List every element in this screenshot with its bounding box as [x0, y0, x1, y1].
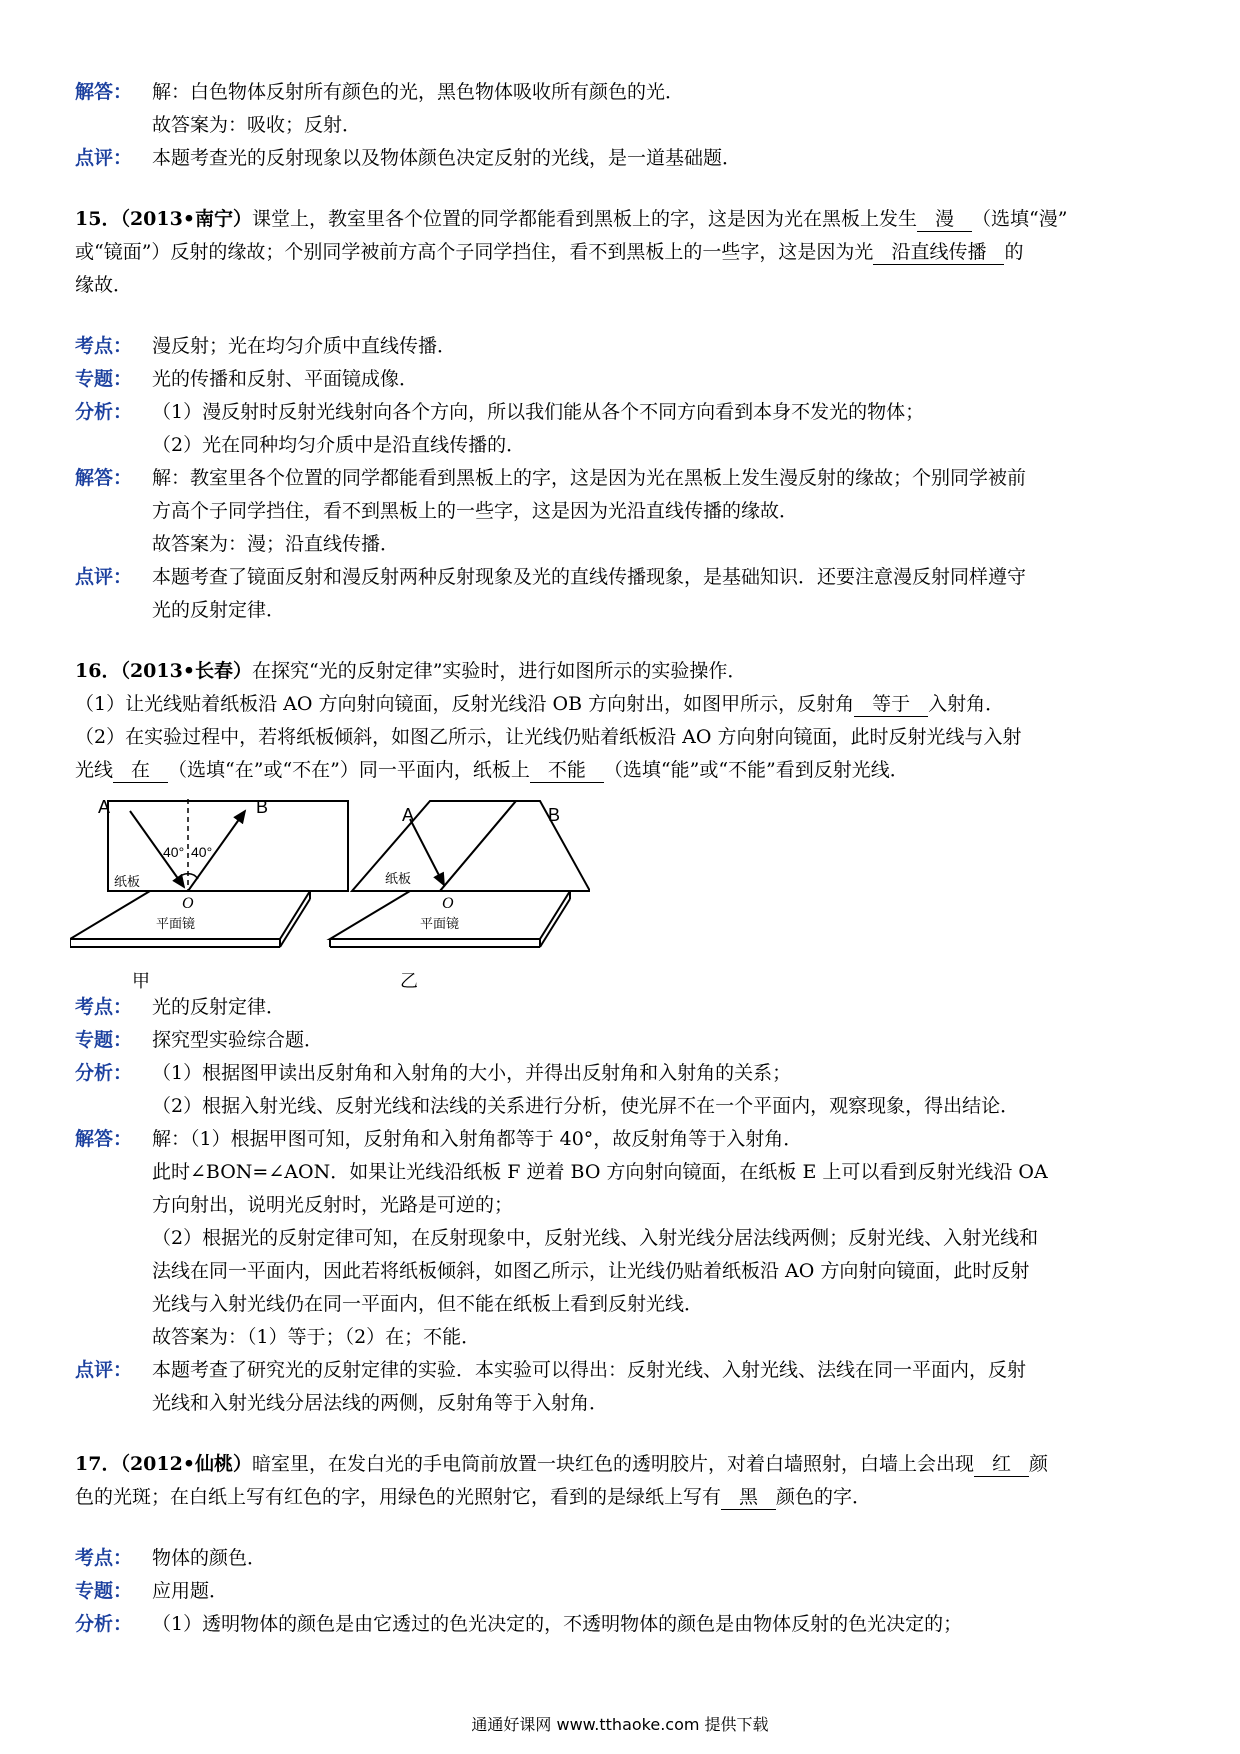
q16-figures	[75, 791, 1175, 991]
kaodian-label: 考点：	[75, 1547, 133, 1569]
dianping-label: 点评：	[75, 566, 133, 588]
zhuanti-text: 应用题．	[152, 1580, 229, 1602]
fenxi-line: （2）光在同种均匀介质中是沿直线传播的．	[152, 434, 526, 456]
zhuanti-label: 专题：	[75, 1580, 133, 1602]
q15-question	[75, 203, 1175, 302]
question-text: 课堂上，教室里各个位置的同学都能看到黑板上的字，这是因为光在黑板上发生	[251, 208, 917, 230]
zhuanti-label: 专题：	[75, 368, 133, 390]
zhuanti-label: 专题：	[75, 1029, 133, 1051]
question-source: （2012•仙桃）	[120, 1453, 252, 1475]
question-text: 入射角．	[928, 693, 1005, 715]
question-text: 缘故．	[75, 274, 133, 296]
answer-blank: 等于	[854, 692, 928, 717]
answer-blank: 红	[974, 1452, 1029, 1477]
q17-fenxi	[75, 1608, 1175, 1641]
q14-comment	[75, 142, 1175, 175]
q15-dianping	[75, 561, 1175, 627]
q16-zhuanti	[75, 1024, 1175, 1057]
fenxi-line: （1）透明物体的颜色是由它透过的色光决定的，不透明物体的颜色是由物体反射的色光决定的；	[152, 1613, 963, 1635]
mirror-label: 平面镜	[156, 917, 196, 932]
jieda-line: 法线在同一平面内，因此若将纸板倾斜，如图乙所示，让光线仍贴着纸板沿 AO 方向射向镜面，此时反射	[152, 1260, 1030, 1282]
figure-yi	[330, 801, 590, 991]
jieda-line: 此时∠BON=∠AON．如果让光线沿纸板 F 逆着 BO 方向射向镜面，在纸板 E 上可以看到反射光线沿 OA	[152, 1161, 1048, 1183]
zhuanti-text: 光的传播和反射、平面镜成像．	[152, 368, 419, 390]
mirror-label: 平面镜	[420, 917, 460, 932]
jieda-label: 解答：	[75, 467, 133, 489]
question-text: 的	[1004, 241, 1024, 263]
jieda-line: 方高个子同学挡住，看不到黑板上的一些字，这是因为光沿直线传播的缘故．	[152, 500, 799, 522]
question-text: （2）在实验过程中，若将纸板倾斜，如图乙所示，让光线仍贴着纸板沿 AO 方向射向镜面，此时反射光线与入射	[75, 726, 1022, 748]
angle-label: 40°	[163, 844, 185, 860]
answer-blank: 黑	[721, 1485, 776, 1510]
question-source: （2013•南宁）	[120, 208, 252, 230]
board-label: 纸板	[114, 875, 141, 890]
page-footer: 通通好课网 www.tthaoke.com 提供下载	[471, 1715, 769, 1734]
question-number: 15．	[75, 208, 121, 230]
q17-kaodian	[75, 1542, 1175, 1575]
comment-line: 本题考查光的反射现象以及物体颜色决定反射的光线，是一道基础题．	[152, 147, 742, 169]
q16-dianping	[75, 1354, 1175, 1420]
document-page	[75, 76, 1175, 1641]
answer-blank: 不能	[530, 758, 604, 783]
figure-jia	[70, 797, 348, 991]
kaodian-label: 考点：	[75, 335, 133, 357]
kaodian-text: 物体的颜色．	[152, 1547, 267, 1569]
q16-jieda	[75, 1123, 1175, 1354]
comment-label: 点评：	[75, 147, 133, 169]
fenxi-line: （2）根据入射光线、反射光线和法线的关系进行分析，使光屏不在一个平面内，观察现象，得出结论．	[152, 1095, 1020, 1117]
figure-caption: 甲	[132, 971, 150, 991]
question-text: （选填“漫”	[972, 208, 1068, 230]
question-text: 色的光斑；在白纸上写有红色的字，用绿色的光照射它，看到的是绿纸上写有	[75, 1486, 722, 1508]
label-a: A	[402, 805, 415, 825]
fenxi-line: （1）漫反射时反射光线射向各个方向，所以我们能从各个不同方向看到本身不发光的物体；	[152, 401, 925, 423]
fenxi-label: 分析：	[75, 1062, 133, 1084]
q15-jieda	[75, 462, 1175, 561]
dianping-line: 本题考查了镜面反射和漫反射两种反射现象及光的直线传播现象，是基础知识．还要注意漫反射同样遵守	[152, 566, 1027, 588]
question-text: 或“镜面”）反射的缘故；个别同学被前方高个子同学挡住，看不到黑板上的一些字，这是因为光	[75, 241, 874, 263]
dianping-line: 本题考查了研究光的反射定律的实验．本实验可以得出：反射光线、入射光线、法线在同一平面内，反射	[152, 1359, 1027, 1381]
question-text: 颜色的字．	[776, 1486, 872, 1508]
question-text: 在探究“光的反射定律”实验时，进行如图所示的实验操作．	[251, 660, 747, 682]
dianping-line: 光线和入射光线分居法线的两侧，反射角等于入射角．	[152, 1392, 609, 1414]
answer-line: 故答案为：吸收；反射．	[152, 114, 362, 136]
figure-caption: 乙	[400, 971, 418, 991]
jieda-line: 解：（1）根据甲图可知，反射角和入射角都等于 40°，故反射角等于入射角．	[152, 1128, 803, 1150]
board-label: 纸板	[385, 872, 412, 887]
dianping-line: 光的反射定律．	[152, 599, 286, 621]
fenxi-label: 分析：	[75, 1613, 133, 1635]
q17-zhuanti	[75, 1575, 1175, 1608]
answer-label: 解答：	[75, 81, 133, 103]
jieda-line: （2）根据光的反射定律可知，在反射现象中，反射光线、入射光线分居法线两侧；反射光线、入射光线和	[152, 1227, 1039, 1249]
answer-blank: 漫	[917, 207, 972, 232]
label-o: O	[442, 895, 454, 912]
dianping-label: 点评：	[75, 1359, 133, 1381]
q16-question	[75, 655, 1175, 787]
jieda-line: 解：教室里各个位置的同学都能看到黑板上的字，这是因为光在黑板上发生漫反射的缘故；个别同学被前	[152, 467, 1027, 489]
label-o: O	[182, 895, 194, 912]
kaodian-label: 考点：	[75, 996, 133, 1018]
q15-kaodian	[75, 330, 1175, 363]
label-b: B	[256, 797, 269, 817]
question-text: 暗室里，在发白光的手电筒前放置一块红色的透明胶片，对着白墙照射，白墙上会出现	[251, 1453, 974, 1475]
jieda-line: 故答案为：漫；沿直线传播．	[152, 533, 400, 555]
q14-answer	[75, 76, 1175, 142]
jieda-label: 解答：	[75, 1128, 133, 1150]
question-number: 16．	[75, 660, 121, 682]
question-source: （2013•长春）	[120, 660, 252, 682]
answer-blank: 沿直线传播	[873, 240, 1004, 265]
kaodian-text: 漫反射；光在均匀介质中直线传播．	[152, 335, 457, 357]
jieda-line: 故答案为：（1）等于；（2）在；不能．	[152, 1326, 481, 1348]
answer-blank: 在	[113, 758, 168, 783]
jieda-line: 方向射出，说明光反射时，光路是可逆的；	[152, 1194, 514, 1216]
fenxi-label: 分析：	[75, 401, 133, 423]
angle-label: 40°	[191, 844, 213, 860]
paper-board	[108, 801, 348, 891]
question-text: （选填“能”或“不能”看到反射光线．	[603, 759, 909, 781]
question-text: （选填“在”或“不在”）同一平面内，纸板上	[168, 759, 530, 781]
q16-kaodian	[75, 991, 1175, 1024]
question-number: 17．	[75, 1453, 121, 1475]
q15-fenxi	[75, 396, 1175, 462]
reflection-diagrams	[70, 791, 590, 991]
fenxi-line: （1）根据图甲读出反射角和入射角的大小，并得出反射角和入射角的关系；	[152, 1062, 792, 1084]
jieda-line: 光线与入射光线仍在同一平面内，但不能在纸板上看到反射光线．	[152, 1293, 704, 1315]
label-b: B	[548, 805, 561, 825]
q17-question	[75, 1448, 1175, 1514]
answer-line: 解：白色物体反射所有颜色的光，黑色物体吸收所有颜色的光．	[152, 81, 685, 103]
question-text: 光线	[75, 759, 114, 781]
q16-fenxi	[75, 1057, 1175, 1123]
question-text: 颜	[1029, 1453, 1049, 1475]
question-text: （1）让光线贴着纸板沿 AO 方向射向镜面，反射光线沿 OB 方向射出，如图甲所示，反射角	[75, 693, 855, 715]
q15-zhuanti	[75, 363, 1175, 396]
kaodian-text: 光的反射定律．	[152, 996, 286, 1018]
zhuanti-text: 探究型实验综合题．	[152, 1029, 324, 1051]
label-a: A	[98, 797, 111, 817]
